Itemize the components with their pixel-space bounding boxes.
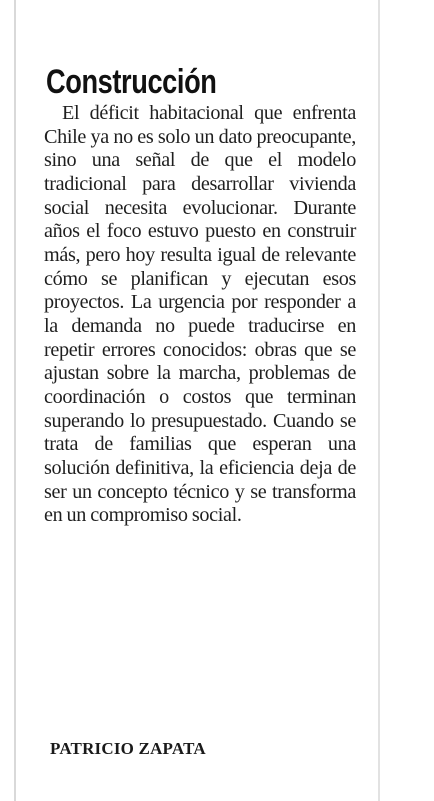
column-divider-right — [378, 0, 380, 801]
article-body: El déficit habitacional que enfrenta Chile ya no es solo un dato preocupante, sino una señal de que el modelo tradicional para desarrollar vivienda social necesita evolucionar. Durante años el foco estuvo puesto en construir más, pero hoy resulta igual de relevante cómo se planifican y ejecutan esos proyectos. La urgencia por responder a la demanda no puede traducirse en repetir errores conocidos: obras que se ajustan sobre la marcha, problemas de coordinación o costos que terminan superando lo presupuestado. Cuando se trata de familias que esperan una solución definitiva, la eficiencia deja de ser un concepto técnico y se transforma en un compromiso social. — [44, 102, 356, 527]
article-byline: PATRICIO ZAPATA — [50, 739, 206, 758]
letter-article — [44, 62, 356, 528]
article-headline: Construcción — [46, 63, 217, 101]
column-divider-left — [14, 0, 16, 801]
